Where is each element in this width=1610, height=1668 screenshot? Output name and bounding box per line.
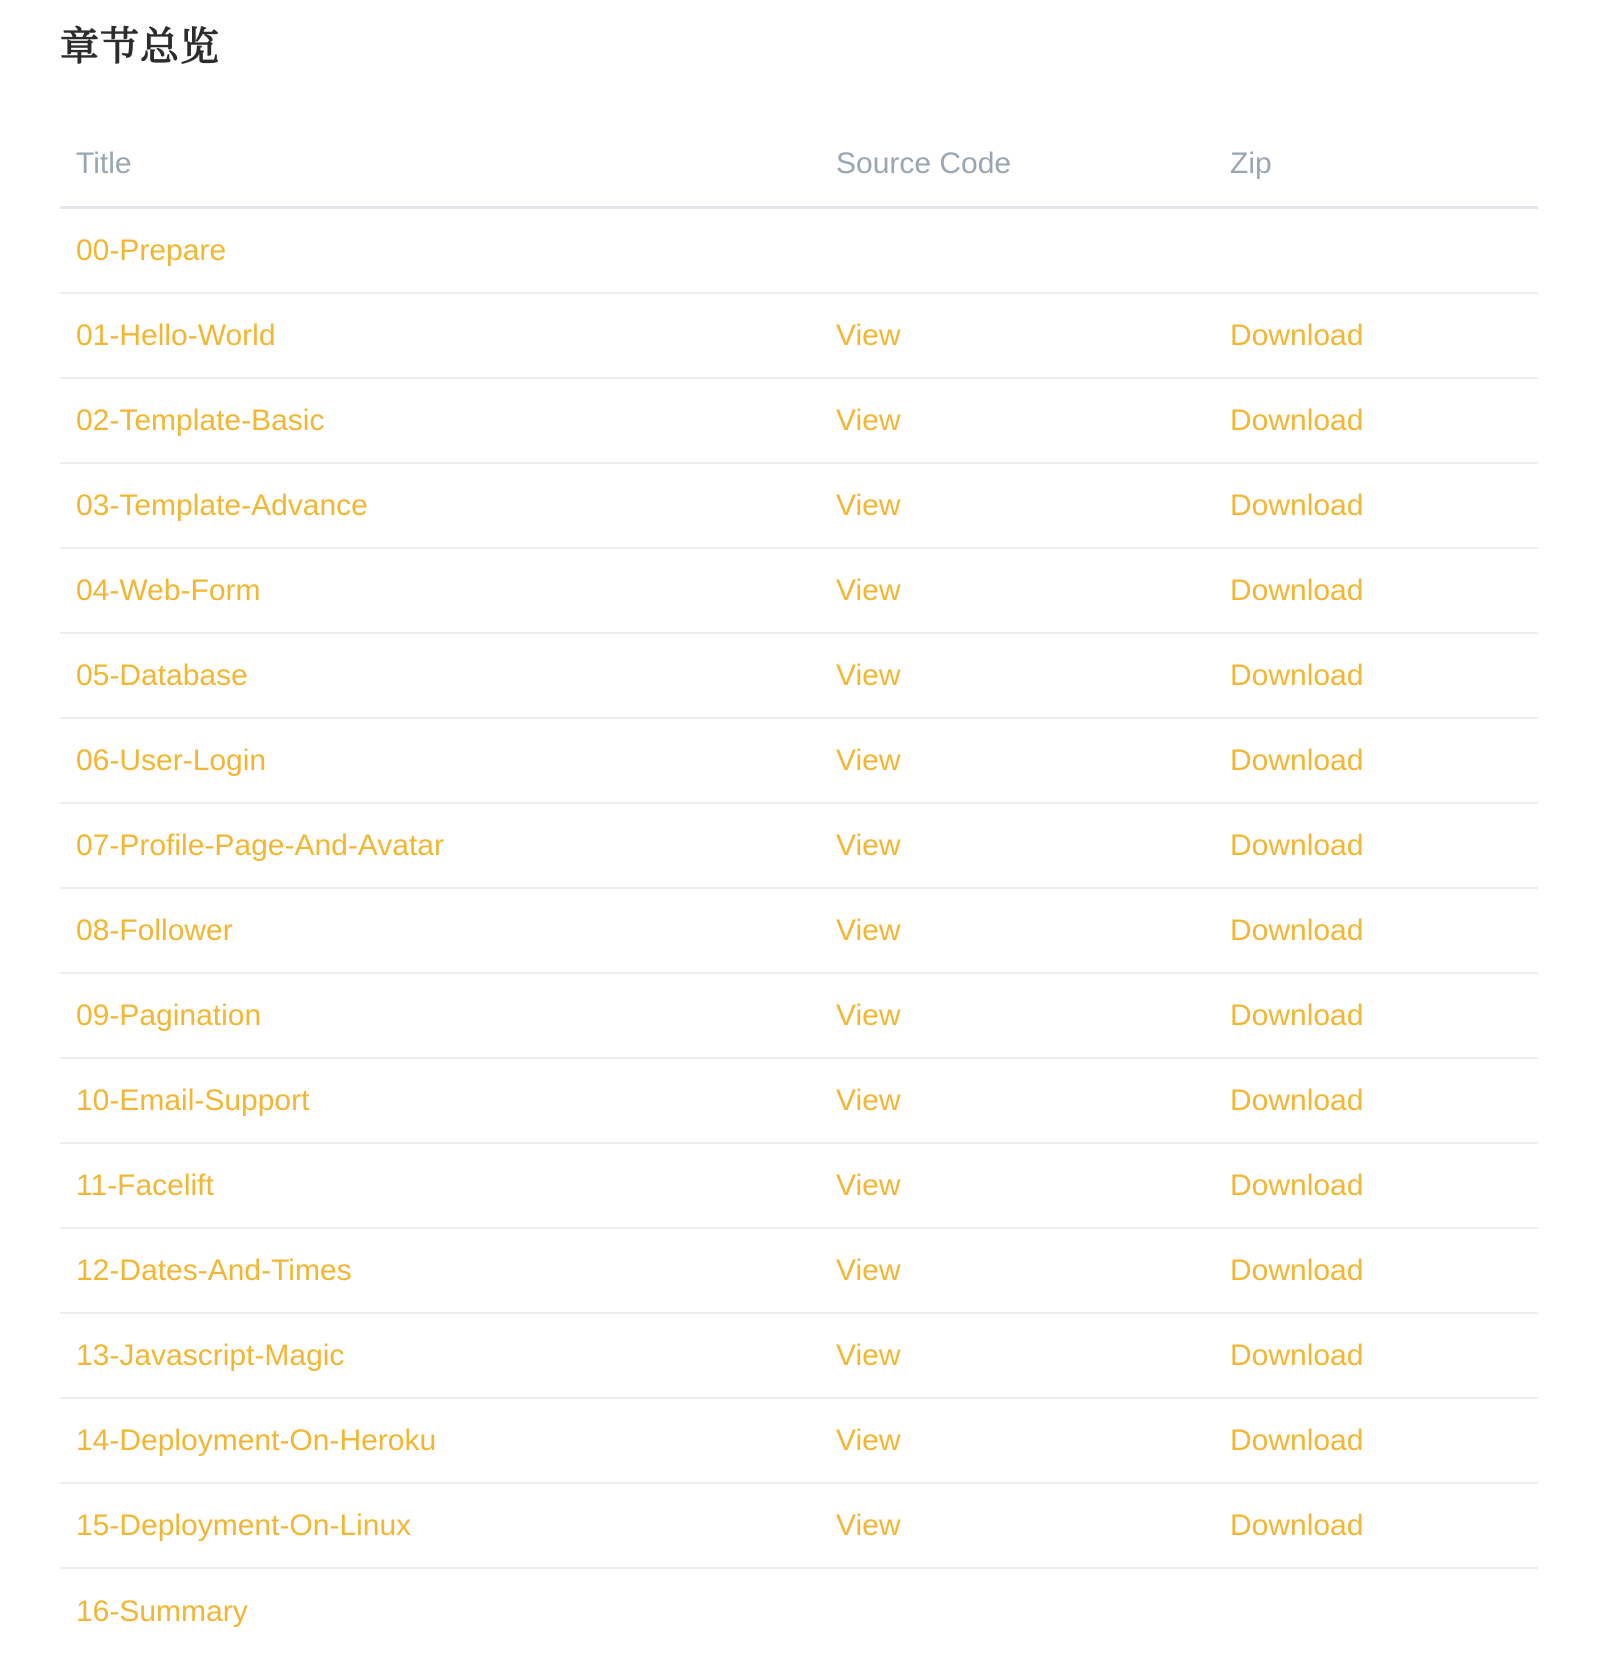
zip-download-link[interactable]: Download — [1230, 1508, 1364, 1542]
zip-download-cell — [1230, 1144, 1363, 1227]
chapter-title-cell — [76, 209, 226, 292]
chapter-title-link[interactable]: 12-Dates-And-Times — [76, 1253, 352, 1287]
zip-download-cell — [1230, 1314, 1363, 1397]
chapter-title-link[interactable]: 15-Deployment-On-Linux — [76, 1508, 412, 1542]
source-code-view-link[interactable]: View — [836, 913, 901, 947]
table-row — [60, 634, 1538, 719]
source-code-view-cell — [836, 379, 900, 462]
chapter-title-link[interactable]: 06-User-Login — [76, 743, 267, 777]
source-code-view-link[interactable]: View — [836, 1083, 901, 1117]
chapter-title-cell — [76, 1484, 411, 1567]
source-code-view-link[interactable]: View — [836, 1168, 901, 1202]
zip-download-cell — [1230, 1484, 1363, 1567]
chapter-title-cell — [76, 889, 233, 972]
source-code-view-cell — [836, 294, 900, 377]
source-code-view-link[interactable]: View — [836, 488, 901, 522]
source-code-view-cell — [836, 464, 900, 547]
table-row — [60, 1399, 1538, 1484]
table-row — [60, 1484, 1538, 1569]
zip-download-cell — [1230, 974, 1363, 1057]
chapter-title-cell — [76, 1569, 248, 1654]
table-row — [60, 379, 1538, 464]
chapter-title-cell — [76, 379, 324, 462]
zip-download-cell — [1230, 719, 1363, 802]
zip-download-link[interactable]: Download — [1230, 913, 1364, 947]
table-header-row — [60, 122, 1538, 209]
table-row — [60, 464, 1538, 549]
source-code-view-cell — [836, 634, 900, 717]
source-code-view-cell — [836, 1484, 900, 1567]
chapter-title-cell — [76, 1059, 309, 1142]
chapter-title-cell — [76, 1229, 352, 1312]
table-row — [60, 1229, 1538, 1314]
source-code-view-link[interactable]: View — [836, 998, 901, 1032]
zip-download-link[interactable]: Download — [1230, 1168, 1364, 1202]
zip-download-cell — [1230, 1229, 1363, 1312]
header-zip: Zip — [1230, 147, 1272, 180]
source-code-view-cell — [836, 889, 900, 972]
table-row — [60, 889, 1538, 974]
zip-download-cell — [1230, 1399, 1363, 1482]
source-code-view-cell — [836, 1399, 900, 1482]
chapter-title-cell — [76, 804, 444, 887]
source-code-view-cell — [836, 1059, 900, 1142]
zip-download-cell — [1230, 464, 1363, 547]
table-row — [60, 719, 1538, 804]
zip-download-link[interactable]: Download — [1230, 1423, 1364, 1457]
chapter-title-link[interactable]: 01-Hello-World — [76, 318, 276, 352]
zip-download-link[interactable]: Download — [1230, 828, 1364, 862]
chapters-table — [60, 122, 1538, 1654]
zip-download-link[interactable]: Download — [1230, 1338, 1364, 1372]
chapter-title-cell — [76, 719, 266, 802]
zip-download-cell — [1230, 294, 1363, 377]
zip-download-link[interactable]: Download — [1230, 1083, 1364, 1117]
table-row — [60, 804, 1538, 889]
source-code-view-link[interactable]: View — [836, 403, 901, 437]
chapter-title-cell — [76, 549, 260, 632]
zip-download-link[interactable]: Download — [1230, 488, 1364, 522]
source-code-view-cell — [836, 804, 900, 887]
source-code-view-cell — [836, 1229, 900, 1312]
chapter-title-cell — [76, 1399, 436, 1482]
zip-download-cell — [1230, 379, 1363, 462]
chapter-title-cell — [76, 974, 261, 1057]
header-source-code: Source Code — [836, 147, 1012, 180]
source-code-view-cell — [836, 549, 900, 632]
source-code-view-cell — [836, 974, 900, 1057]
chapter-title-link[interactable]: 03-Template-Advance — [76, 488, 368, 522]
zip-download-cell — [1230, 1059, 1363, 1142]
source-code-view-link[interactable]: View — [836, 573, 901, 607]
zip-download-link[interactable]: Download — [1230, 658, 1364, 692]
chapter-title-link[interactable]: 02-Template-Basic — [76, 403, 325, 437]
source-code-view-cell — [836, 1314, 900, 1397]
zip-download-link[interactable]: Download — [1230, 743, 1364, 777]
source-code-view-link[interactable]: View — [836, 1508, 901, 1542]
chapter-title-cell — [76, 294, 276, 377]
source-code-view-cell — [836, 719, 900, 802]
chapter-title-link[interactable]: 08-Follower — [76, 913, 233, 947]
table-row — [60, 294, 1538, 379]
source-code-view-link[interactable]: View — [836, 658, 901, 692]
chapter-title-link[interactable]: 13-Javascript-Magic — [76, 1338, 345, 1372]
source-code-view-link[interactable]: View — [836, 1338, 901, 1372]
chapter-title-link[interactable]: 16-Summary — [76, 1594, 248, 1628]
source-code-view-link[interactable]: View — [836, 743, 901, 777]
chapter-title-link[interactable]: 05-Database — [76, 658, 248, 692]
chapter-title-link[interactable]: 07-Profile-Page-And-Avatar — [76, 828, 444, 862]
zip-download-link[interactable]: Download — [1230, 998, 1364, 1032]
chapter-title-link[interactable]: 10-Email-Support — [76, 1083, 310, 1117]
table-row — [60, 209, 1538, 294]
chapter-title-link[interactable]: 04-Web-Form — [76, 573, 261, 607]
table-row — [60, 1144, 1538, 1229]
table-row — [60, 1059, 1538, 1144]
zip-download-cell — [1230, 634, 1363, 717]
chapter-title-link[interactable]: 11-Facelift — [76, 1168, 214, 1202]
zip-download-link[interactable]: Download — [1230, 318, 1364, 352]
chapter-title-cell — [76, 464, 368, 547]
zip-download-link[interactable]: Download — [1230, 1253, 1364, 1287]
table-body — [60, 209, 1538, 1654]
table-row — [60, 549, 1538, 634]
source-code-view-link[interactable]: View — [836, 1253, 901, 1287]
zip-download-link[interactable]: Download — [1230, 403, 1364, 437]
page-title: 章节总览 — [60, 25, 221, 70]
header-title: Title — [76, 147, 132, 180]
source-code-view-cell — [836, 1144, 900, 1227]
chapter-title-link[interactable]: 09-Pagination — [76, 998, 262, 1032]
chapter-title-cell — [76, 1144, 214, 1227]
chapter-title-cell — [76, 634, 248, 717]
chapter-title-cell — [76, 1314, 344, 1397]
source-code-view-link[interactable]: View — [836, 1423, 901, 1457]
zip-download-cell — [1230, 549, 1363, 632]
table-row — [60, 1314, 1538, 1399]
zip-download-cell — [1230, 804, 1363, 887]
table-row — [60, 1569, 1538, 1654]
source-code-view-link[interactable]: View — [836, 828, 901, 862]
zip-download-link[interactable]: Download — [1230, 573, 1364, 607]
chapter-title-link[interactable]: 14-Deployment-On-Heroku — [76, 1423, 437, 1457]
chapter-title-link[interactable]: 00-Prepare — [76, 233, 227, 267]
zip-download-cell — [1230, 889, 1363, 972]
source-code-view-link[interactable]: View — [836, 318, 901, 352]
table-row — [60, 974, 1538, 1059]
